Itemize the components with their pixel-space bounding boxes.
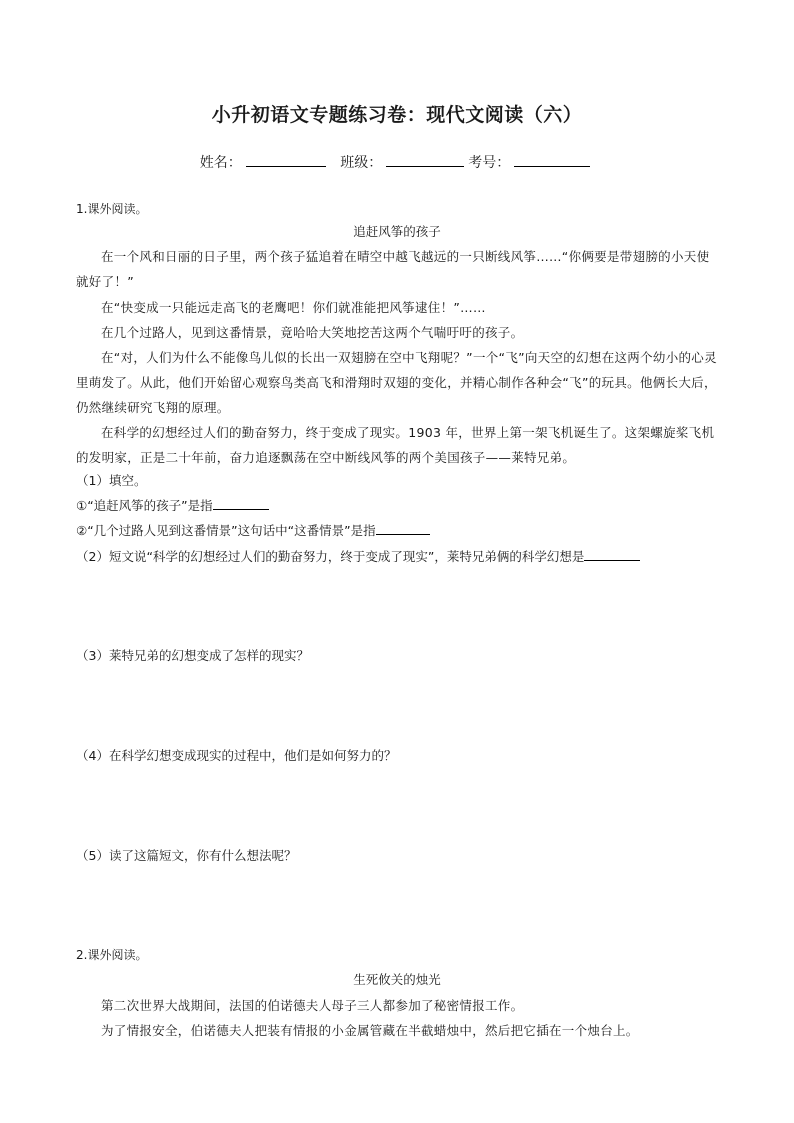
name-label: 姓名： [199,155,242,171]
sub-question-1b-text: ②“几个过路人见到这番情景”这句话中“这番情景”是指 [76,523,376,538]
question-1-label: 1.课外阅读。 [76,202,148,216]
sub-question-3: （3）莱特兄弟的幻想变成了怎样的现实？ [76,648,309,663]
sub-question-2 [76,548,640,566]
passage-1-paragraph: 在几个过路人，见到这番情景，竟哈哈大笑地挖苦这两个气喘吁吁的孩子。 [101,325,524,340]
sub-question-1a [76,497,269,515]
passage-1-paragraph: 在“对，人们为什么不能像鸟儿似的长出一双翅膀在空中飞翔呢？”一个“飞”向天空的幻想在这两个幼小的心灵里萌发了。从此，他们开始留心观察鸟类高飞和滑翔时双翅的变化，并精心制作各种会“飞”的玩具。他俩长大后，仍然继续研究飞翔的原理。 [76,350,717,415]
sub-question-1b [76,522,430,540]
page-title: 小升初语文专题练习卷：现代文阅读（六） [211,104,583,126]
passage-1-paragraph: 在一个风和日丽的日子里，两个孩子猛追着在晴空中越飞越远的一只断线风筝……“你俩要是带翅膀的小天使就好了！” [76,249,710,289]
passage-2-paragraph: 为了情报安全，伯诺德夫人把装有情报的小金属管藏在半截蜡烛中，然后把它插在一个烛台上。 [101,1023,639,1038]
exam-label: 考号： [468,155,511,171]
class-label: 班级： [340,155,383,171]
passage-2-title: 生死攸关的烛光 [353,972,441,987]
sub-question-4: （4）在科学幻想变成现实的过程中，他们是如何努力的？ [76,748,397,763]
answer-blank-2[interactable] [584,548,640,561]
answer-blank-1a[interactable] [213,497,269,510]
class-blank[interactable] [386,165,464,167]
sub-question-5: （5）读了这篇短文，你有什么想法呢？ [76,848,297,863]
passage-1-title: 追赶风筝的孩子 [353,224,441,239]
passage-1-paragraph: 在科学的幻想经过人们的勤奋努力，终于变成了现实。1903 年，世界上第一架飞机诞生了。这架螺旋桨飞机的发明家，正是二十年前，奋力追逐飘荡在空中断线风筝的两个美国孩子——莱特兄弟。 [76,425,715,465]
answer-blank-1b[interactable] [376,522,430,535]
sub-question-1-label: （1）填空。 [76,473,147,488]
sub-question-1a-text: ①“追赶风筝的孩子”是指 [76,498,213,513]
name-blank[interactable] [246,165,326,167]
student-info-line [0,152,794,172]
exam-blank[interactable] [514,165,590,167]
passage-2-paragraph: 第二次世界大战期间，法国的伯诺德夫人母子三人都参加了秘密情报工作。 [101,998,524,1013]
passage-1-paragraph: 在“快变成一只能远走高飞的老鹰吧！你们就准能把风筝逮住！”…… [101,300,486,315]
question-2-label: 2.课外阅读。 [76,948,148,962]
sub-question-2-text: （2）短文说“科学的幻想经过人们的勤奋努力，终于变成了现实”，莱特兄弟俩的科学幻想是 [76,549,585,564]
